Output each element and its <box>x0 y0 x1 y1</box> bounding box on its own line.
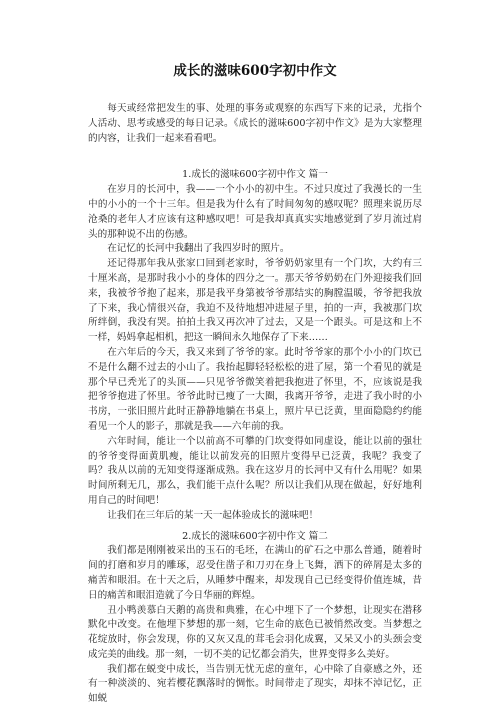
paragraph: 在岁月的长河中，我——一个小小的初中生。不过只度过了我漫长的一生中的小小的一个十三年。但是我为什么有了时间匆匆的感叹呢？照理来说历尽沧桑的老年人才应该有这种感叹吧！可是我却真真实实地感觉到了岁月流过肩头的那种说不出的伤感。 <box>88 184 422 240</box>
paragraph: 让我们在三年后的某一天一起体验成长的滋味吧！ <box>107 509 319 521</box>
intro-paragraph: 每天或经常把发生的事、处理的事务或观察的东西写下来的记录，尤指个人活动、思考或感受的每日记录。《成长的滋味600字初中作文》是为大家整理的内容，让我们一起来看看吧。 <box>88 103 422 144</box>
paragraph: 还记得那年我从张家口回到老家时，爷爷奶奶家里有一个门坎，大约有三十厘米高，是那时我小小的身体的四分之一。那天爷爷奶奶在门外迎接我们回来，我被爷爷抱了起来，那是我平身第被爷爷那结实的胸膛温暖，爷爷把我放了下来，我心情很兴奋，我迫不及待地想冲进屋子里，拍的一声，我被那门坎所绊倒，我没有哭。拍拍土我又再次冲了过去，又是一个跟头。可是这和上不一样，妈妈拿起相机，把这一瞬间永久地保存了下来…… <box>88 258 422 344</box>
section-heading: 2.成长的滋味600字初中作文 篇二 <box>182 530 328 542</box>
paragraph: 六年时间，能让一个以前高不可攀的门坎变得如同虚设，能让以前的强壮的爷爷变得面黄肌瘦，能让以前发亮的旧照片变得早已泛黄，我呢？我变了吗？我从以前的无知变得逐渐成熟。我在这岁月的长河中又有什么用呢？如果时间所剩无几，那么，我们能干点什么呢？所以让我们从现在做起，好好地利用自己的时间吧！ <box>88 435 422 506</box>
paragraph: 在记忆的长河中我翻出了我四岁时的照片。 <box>107 243 290 255</box>
paragraph: 我们都在蜕变中成长，当告别无忧无虑的童年，心中除了自豪感之外，还有一种淡淡的、宛若樱花飘落时的惆怅。时间带走了现实，却抹不淖记忆，正如蜕 <box>88 663 422 705</box>
paragraph: 丑小鸭羡慕白天鹅的高贵和典雅，在心中埋下了一个梦想，让现实在潜移默化中改变。在他埋下梦想的那一刻，它生命的底色已被悄然改变。当梦想之花绽放时，你会发现，你的又灰又乱的茸毛会羽化成翼，又呆又小的头颈会变成完美的曲线。那一刻，一切不美的记忆都会消失，世界变得多么美好。 <box>88 604 422 660</box>
section-2 <box>88 530 422 708</box>
paragraph: 在六年后的今天，我又来到了爷爷的家。此时爷爷家的那个小小的门坎已不是什么翻不过去的小山了。我抬起脚轻轻松松的进了屋，第一个看见的就是那个早已秃光了的头顶——只见爷爷微笑着把我抱进了怀里，不，应该说是我把爷爷抱进了怀里。爷爷此时已瘦了一大圈，我离开爷爷，走进了我小时的小书房，一张旧照片此时正静静地躺在书桌上，照片早已泛黄，里面隐隐约约能看见一个人的影子，那就是我——六年前的我。 <box>88 346 422 432</box>
section-heading: 1.成长的滋味600字初中作文 篇一 <box>182 169 328 181</box>
section-1 <box>88 168 422 523</box>
paragraph: 我们都是刚刚被采出的玉石的毛坯，在满山的矿石之中那么普通，随着时间的打磨和岁月的雕琢，忍受住凿子和刀刃在身上飞舞，洒下的碎屑是太多的痛苦和眼泪。在十天之后，从睡梦中醒来，却发现自己已经变得价值连城，昔日的痛苦和眼泪造就了今日华丽的辉煌。 <box>88 545 422 601</box>
page-title: 成长的滋味600字初中作文 <box>173 63 337 79</box>
